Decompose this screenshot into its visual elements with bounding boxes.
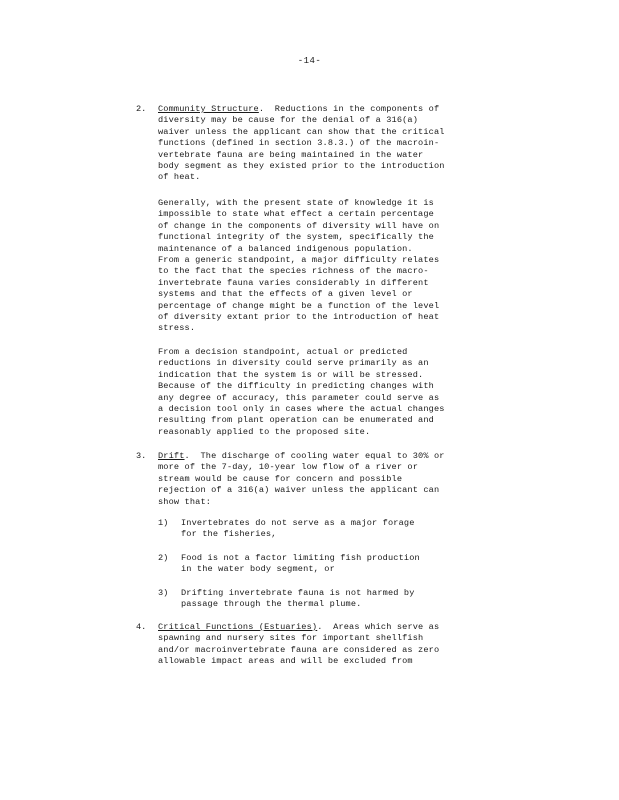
text-line: rejection of a 316(a) waiver unless the applicant can: [158, 485, 440, 496]
text-line: of change in the components of diversity will have on: [158, 220, 440, 231]
item-2-paragraph: [158, 104, 445, 184]
text-line: a decision tool only in cases where the actual changes: [158, 404, 445, 415]
text-line: Invertebrates do not serve as a major forage: [181, 518, 415, 528]
item-2-line: body segment as they existed prior to the introduction: [158, 161, 445, 172]
item-3-paragraph: [158, 451, 445, 508]
text-line: any degree of accuracy, this parameter could serve as: [158, 392, 440, 403]
subitem-3-number: 3): [158, 588, 169, 598]
text-line: maintenance of a balanced indigenous population.: [158, 243, 413, 254]
item-2-line: vertebrate fauna are being maintained in the water: [158, 149, 424, 160]
item-2-line: diversity may be cause for the denial of a 316(a): [158, 115, 419, 126]
item-2-heading: Community Structure: [158, 104, 259, 114]
text-line: From a generic standpoint, a major difficulty relates: [158, 255, 440, 266]
item-4-paragraph: [158, 622, 439, 668]
item-2-heading-rest: . Reductions in the components of: [258, 104, 440, 114]
text-line: resulting from plant operation can be enumerated and: [158, 415, 434, 426]
item-3-number: 3.: [136, 451, 147, 461]
text-line: in the water body segment, or: [181, 564, 335, 575]
text-line: of diversity extant prior to the introduction of heat: [158, 312, 440, 323]
item-2-number: 2.: [136, 104, 147, 114]
text-line: Generally, with the present state of knowledge it is: [158, 198, 434, 208]
text-line: more of the 7-day, 10-year low flow of a river or: [158, 462, 419, 473]
subitem-1-text: [181, 518, 415, 541]
text-line: impossible to state what effect a certain percentage: [158, 209, 434, 220]
text-line: From a decision standpoint, actual or predicted: [158, 347, 408, 357]
item-3-heading-rest: . The discharge of cooling water equal to 30% or: [184, 451, 445, 461]
item-2-line: of heat.: [158, 172, 201, 183]
text-line: to the fact that the species richness of the macro-: [158, 266, 429, 277]
text-line: Because of the difficulty in predicting changes with: [158, 381, 434, 392]
item-4-heading: Critical Functions (Estuaries): [158, 622, 318, 632]
text-line: Drifting invertebrate fauna is not harmed by: [181, 588, 415, 598]
text-line: passage through the thermal plume.: [181, 599, 362, 610]
text-line: allowable impact areas and will be excluded from: [158, 656, 413, 667]
subitem-2-number: 2): [158, 553, 169, 563]
item-2-line: functions (defined in section 3.8.3.) of the macroin-: [158, 138, 440, 149]
item-4-heading-rest: . Areas which serve as: [317, 622, 440, 632]
text-line: stress.: [158, 323, 196, 334]
item-2-line: waiver unless the applicant can show that the critical: [158, 126, 445, 137]
generally-paragraph: [158, 198, 439, 335]
text-line: spawning and nursery sites for important shellfish: [158, 633, 424, 644]
text-line: functional integrity of the system, specifically the: [158, 232, 434, 243]
item-4-number: 4.: [136, 622, 147, 632]
text-line: reductions in diversity could serve primarily as an: [158, 358, 429, 369]
text-line: indication that the system is or will be stressed.: [158, 369, 424, 380]
subitem-3-text: [181, 588, 415, 611]
text-line: for the fisheries,: [181, 529, 277, 540]
page-number: -14-: [297, 56, 322, 66]
text-line: reasonably applied to the proposed site.: [158, 426, 371, 437]
text-line: and/or macroinvertebrate fauna are considered as zero: [158, 644, 440, 655]
decision-paragraph: [158, 347, 445, 438]
text-line: show that:: [158, 496, 212, 507]
subitem-2-text: [181, 553, 420, 576]
text-line: percentage of change might be a function of the level: [158, 300, 440, 311]
text-line: invertebrate fauna varies considerably in different: [158, 277, 429, 288]
subitem-1-number: 1): [158, 518, 169, 528]
item-3-heading: Drift: [158, 451, 185, 461]
text-line: systems and that the effects of a given level or: [158, 289, 413, 300]
text-line: Food is not a factor limiting fish production: [181, 553, 420, 563]
text-line: stream would be cause for concern and possible: [158, 473, 403, 484]
